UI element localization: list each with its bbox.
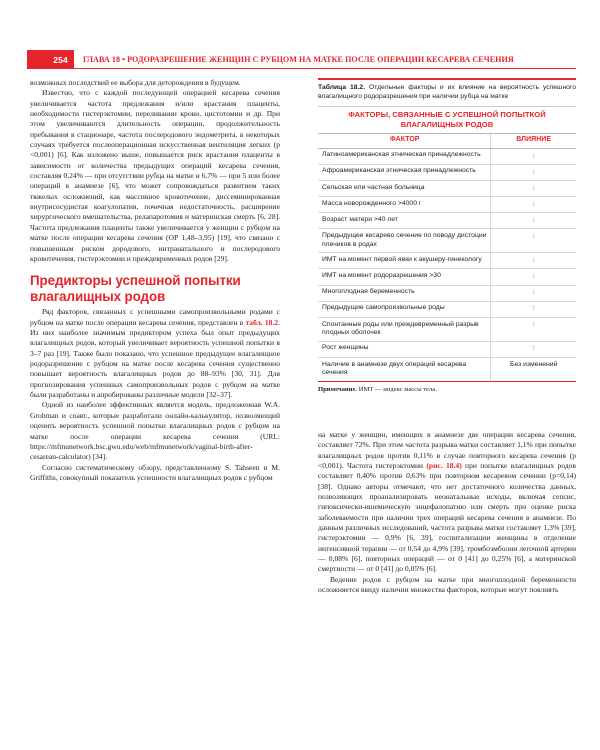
cell-factor: Латиноамериканская этническая принадлежность xyxy=(318,148,491,164)
arrow-down-icon: ↓ xyxy=(531,214,536,224)
arrow-up-icon: ↑ xyxy=(531,303,536,313)
paragraph-text: на матке у женщин, имеющих в анамнезе две операции кесарева сечения, составляет 72%. При этом частота разрыва матки составляет 1,1% при попытке влагалищных родов против 0,11% в случае повторного кесарева сечения (p <0,001). Частота гистерэктомии xyxy=(318,430,576,471)
table-row xyxy=(318,301,576,317)
cell-factor: Спонтанные роды или преждевременный разрыв плодных оболочек xyxy=(318,317,491,341)
arrow-down-icon: ↓ xyxy=(531,182,536,192)
table-row xyxy=(318,197,576,213)
cell-factor: Предыдущее кесарево сечение по поводу дистоции плечиков в родах xyxy=(318,229,491,253)
page-number: 254 xyxy=(27,50,74,69)
column-header-factor: ФАКТОР xyxy=(318,133,491,148)
paragraph-text: . Из них наиболее значимым предиктором успеха был опыт предыдущих влагалищных родов, который увеличивает вероятность успешной попытки в 3–7 раз [19]. Также было показано, что успешное предыдущее влагалищное родоразрешение с рубцом на матке после кесарева сечения существенно повышает вероятность влагалищных родов до 88–93% [30, 31]. Для прогнозирования успешных самопроизвольных родов с рубцом на матке были разработаны и апробированы различные модели [32–37]. xyxy=(30,317,280,400)
table-row xyxy=(318,269,576,285)
chapter-title: ГЛАВА 18 • РОДОРАЗРЕШЕНИЕ ЖЕНЩИН С РУБЦОМ НА МАТКЕ ПОСЛЕ ОПЕРАЦИИ КЕСАРЕВА СЕЧЕНИЯ xyxy=(83,55,514,64)
running-header xyxy=(27,50,576,69)
table-row xyxy=(318,357,576,381)
table-body xyxy=(318,148,576,381)
cell-effect xyxy=(491,148,576,164)
table-title: ФАКТОРЫ, СВЯЗАННЫЕ С УСПЕШНОЙ ПОПЫТКОЙ ВЛАГАЛИЩНЫХ РОДОВ xyxy=(348,110,546,129)
cell-effect xyxy=(491,357,576,381)
column-header-effect: ВЛИЯНИЕ xyxy=(491,133,576,148)
arrow-down-icon: ↓ xyxy=(531,198,536,208)
arrow-down-icon: ↓ xyxy=(531,254,536,264)
arrow-down-icon: ↓ xyxy=(531,271,536,281)
table-note-text: ИМТ — индекс массы тела. xyxy=(357,385,437,393)
cell-factor: Афроамериканская этническая принадлежность xyxy=(318,164,491,180)
table-number: Таблица 18.2. xyxy=(318,84,366,92)
table-row xyxy=(318,317,576,341)
right-column xyxy=(318,430,576,596)
cell-effect xyxy=(491,317,576,341)
cell-factor: ИМТ на момент первой явки к акушеру-гинекологу xyxy=(318,253,491,269)
cell-effect xyxy=(491,229,576,253)
table-crossref[interactable]: табл. 18.2 xyxy=(245,317,279,327)
cell-effect xyxy=(491,269,576,285)
cell-factor: Рост женщины xyxy=(318,341,491,357)
table-caption-text: Отдельные факторы и их влияние на вероятность успешного влагалищного родоразрешения при наличии рубца на матке xyxy=(318,84,576,101)
paragraph: Одной из наиболее эффективных является модель, предложенная W.A. Grobman и соавт., которые разработали онлайн-калькулятор, позволяющий оценить вероятность успешной попытки влагалищных родов с рубцом на матке после операции кесарева сечения (URL: https://mfmunetwork.bsc.gwu.edu/web/mfmunetwork/vaginal-birth-after-cesarean-calculator) [34]. xyxy=(30,400,280,462)
table-caption-rule xyxy=(318,106,576,107)
table-note-label: Примечание. xyxy=(318,385,358,393)
paragraph-text: при попытке влагалищных родов составляет 0,40% против 0,63% при повторном кесаревом сечении (p=0,14) [38]. Однако авторы отмечают, что нет достаточного количества данных, позволяющих проанализировать неонатальные исходы, включая сепсис, гипоксически-ишемическую энцефалопатию или смерть при оценке риска заболеваемости при наличии трех операций кесарева сечения в анамнезе. По данным различных исследований, частота разрыва матки составляет 1,3% [39], гистерэктомии — 0,9% [6, 39], госпитализации женщины в отделение интенсивной терапии — от 0,54 до 4,9% [39], тромбоэмболии легочной артерии — 0,08% [6], повторных операций — от 0 [41] до 0,25% [6], а материнской смертности — от 0 [41] до 0,05% [6]. xyxy=(318,461,576,574)
paragraph xyxy=(30,307,280,400)
arrow-up-icon: ↑ xyxy=(531,319,536,329)
table-row xyxy=(318,213,576,229)
cell-effect xyxy=(491,197,576,213)
arrow-down-icon: ↓ xyxy=(531,231,536,241)
cell-effect xyxy=(491,213,576,229)
table-row xyxy=(318,253,576,269)
table-block xyxy=(318,78,576,394)
table-row xyxy=(318,229,576,253)
cell-effect xyxy=(491,301,576,317)
table-note xyxy=(318,386,576,395)
cell-effect xyxy=(491,341,576,357)
no-change-label: Без изменений xyxy=(510,360,558,368)
header-rule xyxy=(74,68,576,69)
arrow-down-icon: ↓ xyxy=(531,166,536,176)
table-header-row xyxy=(318,133,576,148)
cell-effect xyxy=(491,285,576,301)
cell-factor: Масса новорожденного >4000 г xyxy=(318,197,491,213)
cell-factor: Возраст матери >40 лет xyxy=(318,213,491,229)
table-row xyxy=(318,285,576,301)
cell-factor: Предыдущие самопроизвольные роды xyxy=(318,301,491,317)
paragraph xyxy=(318,430,576,575)
factors-table xyxy=(318,133,576,382)
section-heading: Предикторы успешной попытки влагалищных родов xyxy=(30,273,241,304)
cell-factor: Наличие в анамнезе двух операций кесарева сечения xyxy=(318,357,491,381)
cell-effect xyxy=(491,180,576,196)
paragraph: Ведение родов с рубцом на матке при многоплодной беременности осложняется ввиду наличии множества факторов, которые могут повлиять xyxy=(318,574,576,595)
table-row xyxy=(318,148,576,164)
figure-crossref[interactable]: (рис. 18.4) xyxy=(426,461,462,471)
cell-factor: Сельская или частная больница xyxy=(318,180,491,196)
table-row xyxy=(318,180,576,196)
table-row xyxy=(318,164,576,180)
table-row xyxy=(318,341,576,357)
arrow-down-icon: ↓ xyxy=(531,150,536,160)
arrow-up-icon: ↑ xyxy=(531,343,536,353)
cell-effect xyxy=(491,164,576,180)
cell-factor: ИМТ на момент родоразрешения >30 xyxy=(318,269,491,285)
table-top-rule xyxy=(318,78,576,80)
paragraph-text: Ряд факторов, связанных с успешными самопроизвольными родами с рубцом на матке после операции кесарева сечения, представлен в xyxy=(30,307,280,327)
arrow-down-icon: ↓ xyxy=(531,287,536,297)
left-column xyxy=(30,78,280,483)
paragraph: Известно, что с каждой последующей операцией кесарева сечения увеличивается частота предлежания и/или врастания плаценты, необходимости гистерэктомии, переливании крови, цистотомии и др. При этом увеличиваются длительность операции, продолжительность пребывания в стационаре, частота послеродового эндометрита, в некоторых случаях требуется послеоперационная искусственная вентиляция легких (p <0,001) [6]. Как изложено выше, повышается риск врастания плаценты в зависимости от количества предыдущих операций кесарева сечения, составляя 0,24% — при отсутствии рубца на матке и 6,7% — при 5 или более операций в анамнезе [6], что может сопровождаться развитием таких тяжелых осложнений, как массивное кровотечение, диссеминированная внутрисосудистая коагулопатия, почечная недостаточность, расширение хирургического вмешательства, релапаротомия и материнская смерть [6, 28]. Частота предлежания плаценты также увеличивается у женщин с рубцом на матке после операции кесарева сечения (ОР 1,48–3,95) [19], что связано с повышенным риском дородового, интранатального и послеродового кровотечения, гистерэктомии и преждевременных родов [29]. xyxy=(30,88,280,263)
paragraph: возможных последствий ее выбора для деторождения в будущем. xyxy=(30,78,241,87)
cell-factor: Многоплодная беременность xyxy=(318,285,491,301)
paragraph: Согласно систематическому обзору, представленному S. Tahseen и M. Griffiths, совокупный показатель успешности влагалищных родов с рубцом xyxy=(30,462,280,482)
cell-effect xyxy=(491,253,576,269)
table-caption xyxy=(318,83,576,101)
